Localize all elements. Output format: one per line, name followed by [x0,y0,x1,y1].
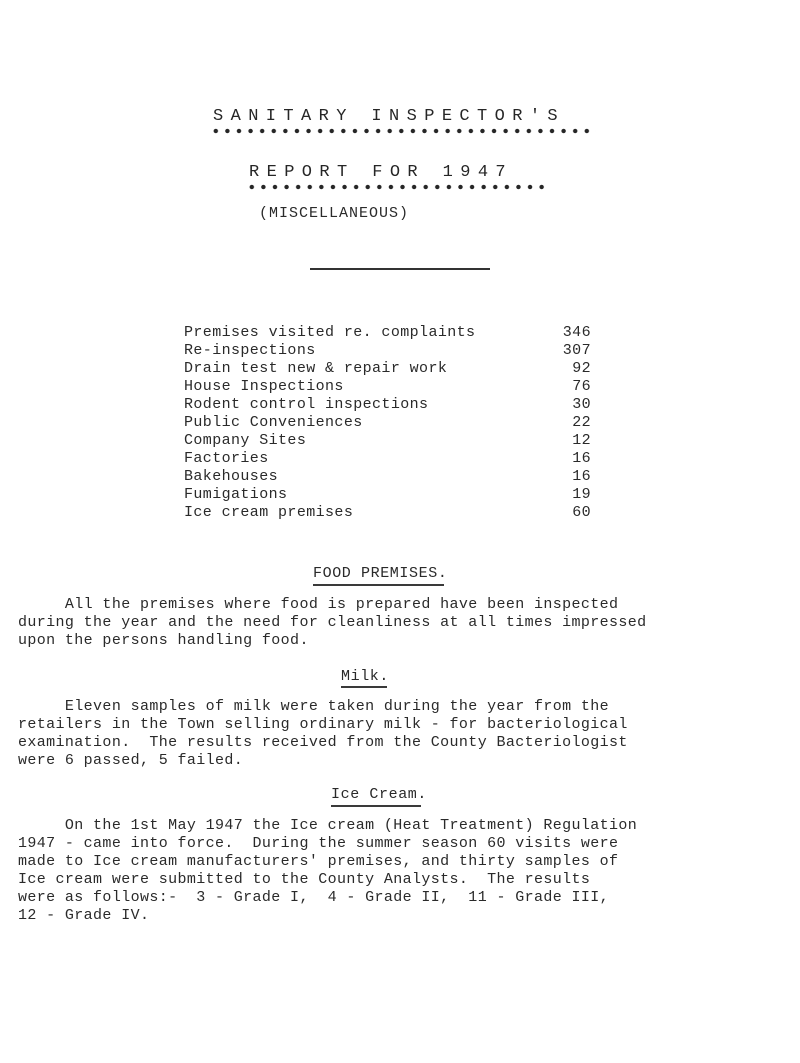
stat-value: 346 [562,324,591,341]
food-premises-line: upon the persons handling food. [18,632,309,649]
stat-value: 19 [572,486,591,503]
food-premises-line: All the premises where food is prepared have been inspected [18,596,619,613]
stat-value: 16 [572,450,591,467]
stat-label: House Inspections [184,378,344,395]
ice-cream-line: On the 1st May 1947 the Ice cream (Heat Treatment) Regulation [18,817,638,834]
title-dot-leader [210,128,596,134]
stat-label: Rodent control inspections [184,396,429,413]
food-premises-line: during the year and the need for cleanliness at all times impressed [18,614,647,631]
ice-cream-underline [331,805,421,807]
food-premises-heading: FOOD PREMISES. [313,565,448,582]
milk-line: examination. The results received from the County Bacteriologist [18,734,628,751]
ice-cream-line: 12 - Grade IV. [18,907,150,924]
report-subtitle: REPORT FOR 1947 [249,163,514,182]
stat-value: 16 [572,468,591,485]
stat-value: 60 [572,504,591,521]
stat-label: Fumigations [184,486,288,503]
stat-label: Premises visited re. complaints [184,324,476,341]
ice-cream-line: made to Ice cream manufacturers' premises, and thirty samples of [18,853,619,870]
food-premises-underline [313,584,444,586]
ice-cream-line: Ice cream were submitted to the County Analysts. The results [18,871,591,888]
stat-label: Drain test new & repair work [184,360,448,377]
milk-heading: Milk. [341,668,390,685]
report-category: (MISCELLANEOUS) [259,205,410,222]
milk-line: were 6 passed, 5 failed. [18,752,244,769]
subtitle-dot-leader [246,184,550,190]
stat-label: Ice cream premises [184,504,354,521]
stat-label: Re-inspections [184,342,316,359]
stat-value: 76 [572,378,591,395]
ice-cream-heading: Ice Cream. [331,786,428,803]
stat-value: 92 [572,360,591,377]
ice-cream-line: 1947 - came into force. During the summer season 60 visits were [18,835,619,852]
stat-value: 22 [572,414,591,431]
report-title: SANITARY INSPECTOR'S [213,107,566,126]
stat-label: Bakehouses [184,468,279,485]
milk-line: Eleven samples of milk were taken during the year from the [18,698,610,715]
milk-underline [341,686,387,688]
stat-label: Company Sites [184,432,307,449]
stat-value: 12 [572,432,591,449]
stat-value: 30 [572,396,591,413]
stat-label: Public Conveniences [184,414,363,431]
stat-label: Factories [184,450,269,467]
ice-cream-line: were as follows:- 3 - Grade I, 4 - Grade II, 11 - Grade III, [18,889,610,906]
milk-line: retailers in the Town selling ordinary milk - for bacteriological [18,716,628,733]
header-rule [310,268,490,270]
stat-value: 307 [562,342,591,359]
